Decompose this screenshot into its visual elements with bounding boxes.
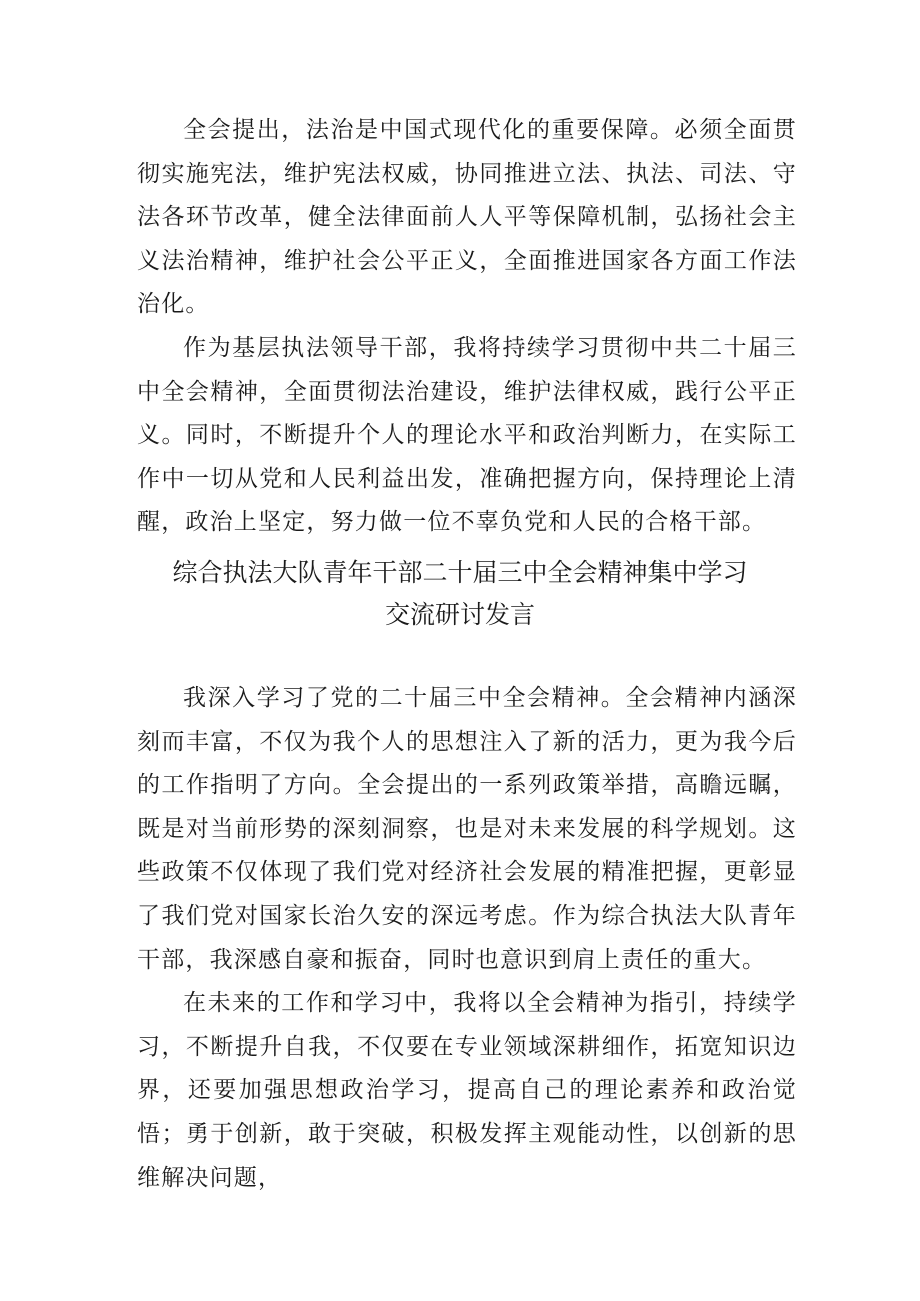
section-2-body bbox=[137, 677, 797, 1200]
paragraph: 在未来的工作和学习中，我将以全会精神为指引，持续学习，不断提升自我，不仅要在专业领域深耕细作，拓宽知识边界，还要加强思想政治学习，提高自己的理论素养和政治觉悟；勇于创新，敢于突破，积极发挥主观能动性，以创新的思维解决问题， bbox=[137, 990, 797, 1191]
paragraph: 全会提出，法治是中国式现代化的重要保障。必须全面贯彻实施宪法，维护宪法权威，协同推进立法、执法、司法、守法各环节改革，健全法律面前人人平等保障机制，弘扬社会主义法治精神，维护社会公平正义，全面推进国家各方面工作法治化。 bbox=[137, 117, 797, 318]
title-line-1: 综合执法大队青年干部二十届三中全会精神集中学习 bbox=[172, 558, 748, 587]
paragraph: 我深入学习了党的二十届三中全会精神。全会精神内涵深刻而丰富，不仅为我个人的思想注入了新的活力，更为我今后的工作指明了方向。全会提出的一系列政策举措，高瞻远瞩，既是对当前形势的深刻洞察，也是对未来发展的科学规划。这些政策不仅体现了我们党对经济社会发展的精准把握，更彰显了我们党对国家长治久安的深远考虑。作为综合执法大队青年干部，我深感自豪和振奋，同时也意识到肩上责任的重大。 bbox=[137, 685, 797, 973]
document-title bbox=[0, 552, 920, 636]
section-1-body bbox=[137, 109, 797, 545]
paragraph: 作为基层执法领导干部，我将持续学习贯彻中共二十届三中全会精神，全面贯彻法治建设，维护法律权威，践行公平正义。同时，不断提升个人的理论水平和政治判断力，在实际工作中一切从党和人民利益出发，准确把握方向，保持理论上清醒，政治上坚定，努力做一位不辜负党和人民的合格干部。 bbox=[137, 334, 797, 536]
title-line-2: 交流研讨发言 bbox=[384, 600, 535, 629]
